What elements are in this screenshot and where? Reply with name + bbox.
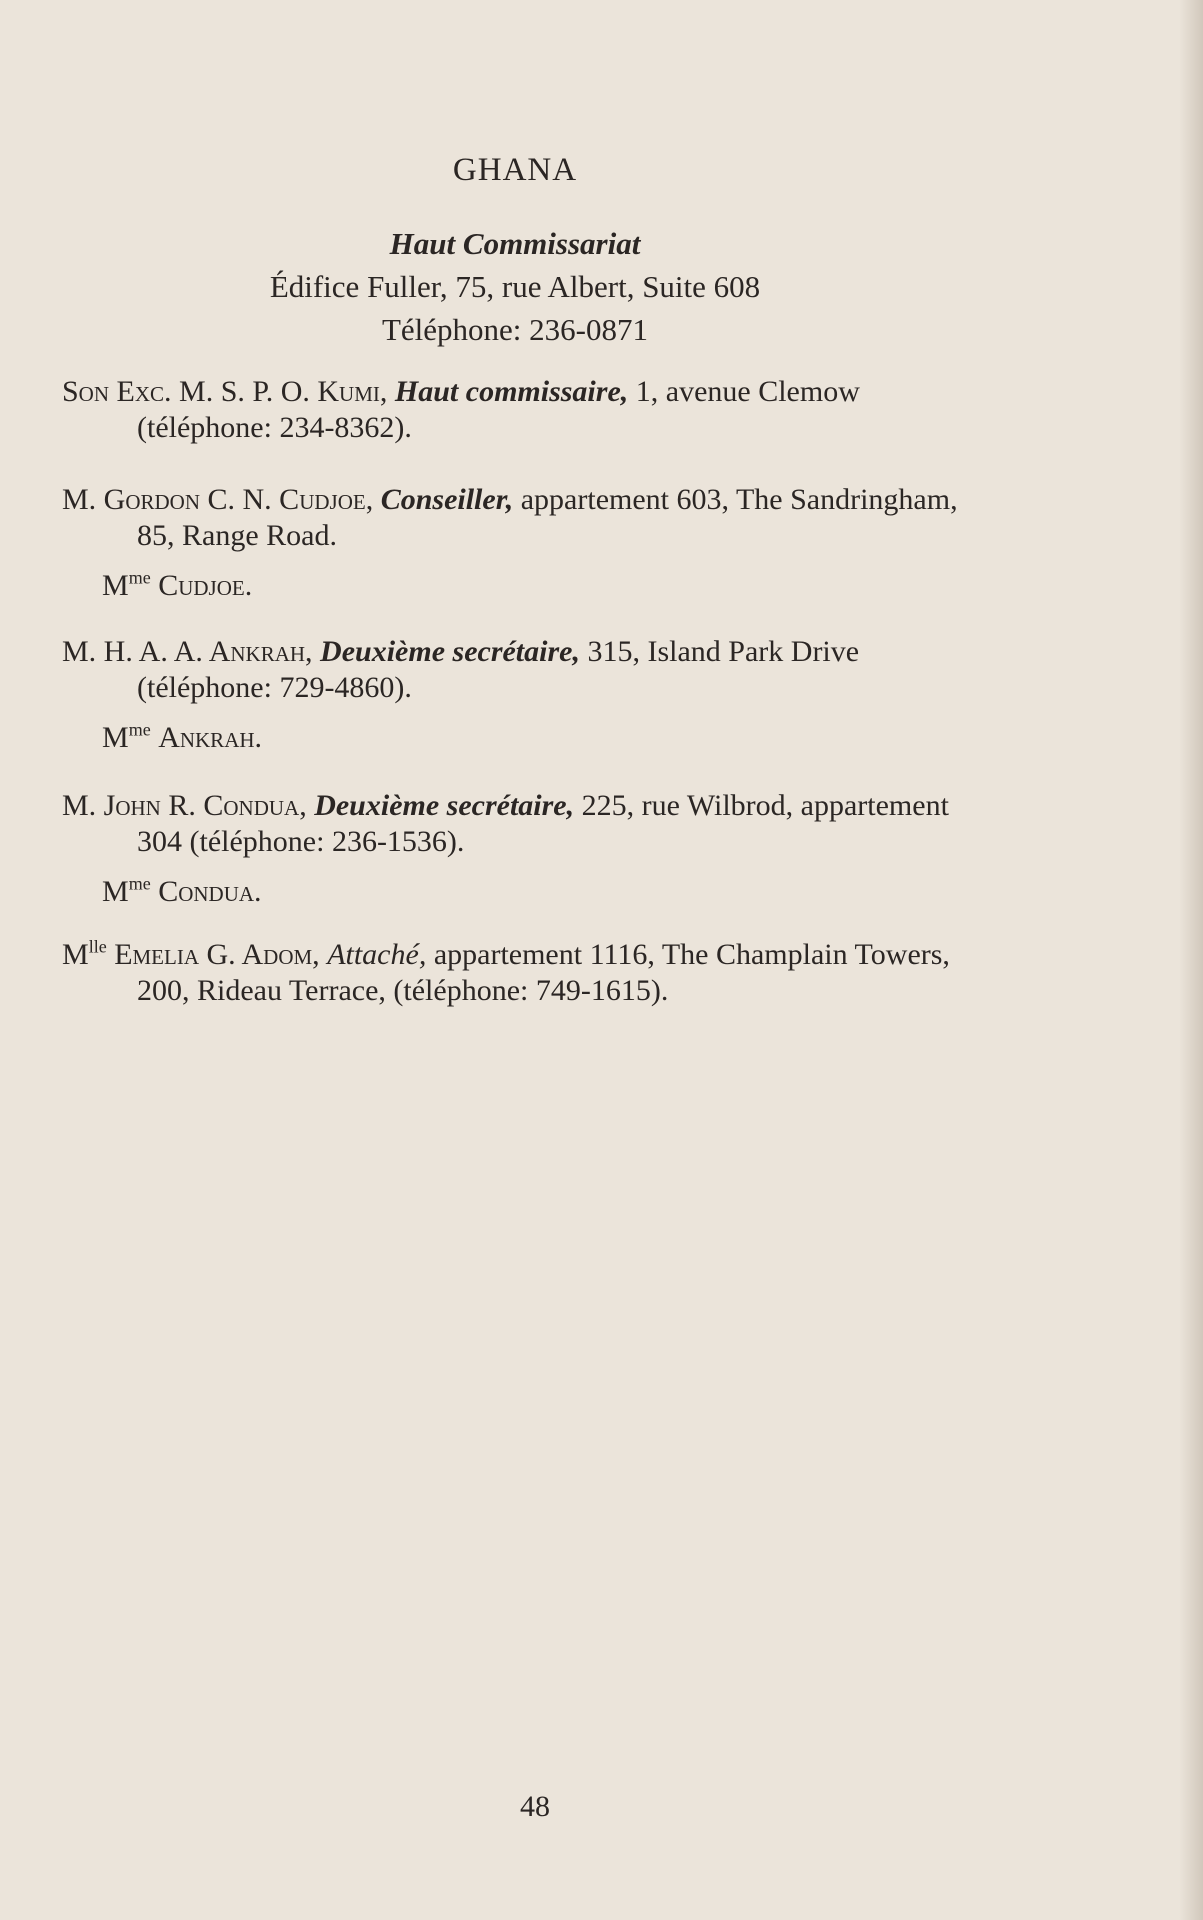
office-address: Édifice Fuller, 75, rue Albert, Suite 608	[269, 269, 761, 304]
entry-role: Deuxième secrétaire,	[314, 789, 575, 822]
entry-name: M. H. A. A. Ankrah,	[62, 635, 313, 668]
directory-entry	[62, 374, 982, 446]
entry-name: Emelia G. Adom,	[114, 938, 320, 971]
entry-name: M. Gordon C. N. Cudjoe,	[62, 483, 374, 516]
spouse-name: Cudjoe.	[158, 569, 253, 602]
office-header	[0, 222, 1030, 351]
entry-details: 315, Island Park Drive (téléphone: 729-4860).	[137, 635, 860, 704]
spouse-title: M	[102, 721, 129, 754]
entry-title: M	[62, 938, 89, 971]
directory-entry	[62, 482, 982, 604]
entry-role: Attaché,	[327, 938, 427, 971]
spouse-name: Condua.	[158, 875, 262, 908]
spouse-name: Ankrah.	[158, 721, 263, 754]
directory-entry	[62, 788, 982, 910]
office-phone: Téléphone: 236-0871	[381, 312, 648, 347]
page-edge-shadow	[1179, 0, 1203, 1920]
entry-name: Son Exc. M. S. P. O. Kumi,	[62, 375, 388, 408]
entry-details: appartement 1116, The Champlain Towers, 200, Rideau Terrace, (téléphone: 749-1615).	[137, 938, 950, 1007]
spouse-line	[62, 720, 982, 756]
entry-details: 225, rue Wilbrod, appartement 304 (téléphone: 236-1536).	[137, 789, 949, 858]
country-heading: GHANA	[452, 152, 578, 188]
spouse-line	[62, 568, 982, 604]
entry-title-sup: lle	[88, 936, 107, 957]
entry-details: appartement 603, The Sandringham, 85, Range Road.	[137, 483, 958, 552]
spouse-title: M	[102, 569, 129, 602]
page-number: 48	[520, 1790, 550, 1823]
directory-entry	[62, 937, 982, 1009]
directory-entry	[62, 634, 982, 756]
entry-details: 1, avenue Clemow (téléphone: 234-8362).	[137, 375, 860, 444]
spouse-title-sup: me	[128, 873, 151, 894]
office-title: Haut Commissariat	[389, 226, 641, 261]
entry-role: Conseiller,	[380, 483, 514, 516]
spouse-line	[62, 874, 982, 910]
spouse-title-sup: me	[128, 567, 151, 588]
entry-role: Deuxième secrétaire,	[320, 635, 580, 668]
entry-role: Haut commissaire,	[394, 375, 629, 408]
spouse-title: M	[102, 875, 129, 908]
spouse-title-sup: me	[128, 719, 151, 740]
entry-name: M. John R. Condua,	[62, 789, 307, 822]
